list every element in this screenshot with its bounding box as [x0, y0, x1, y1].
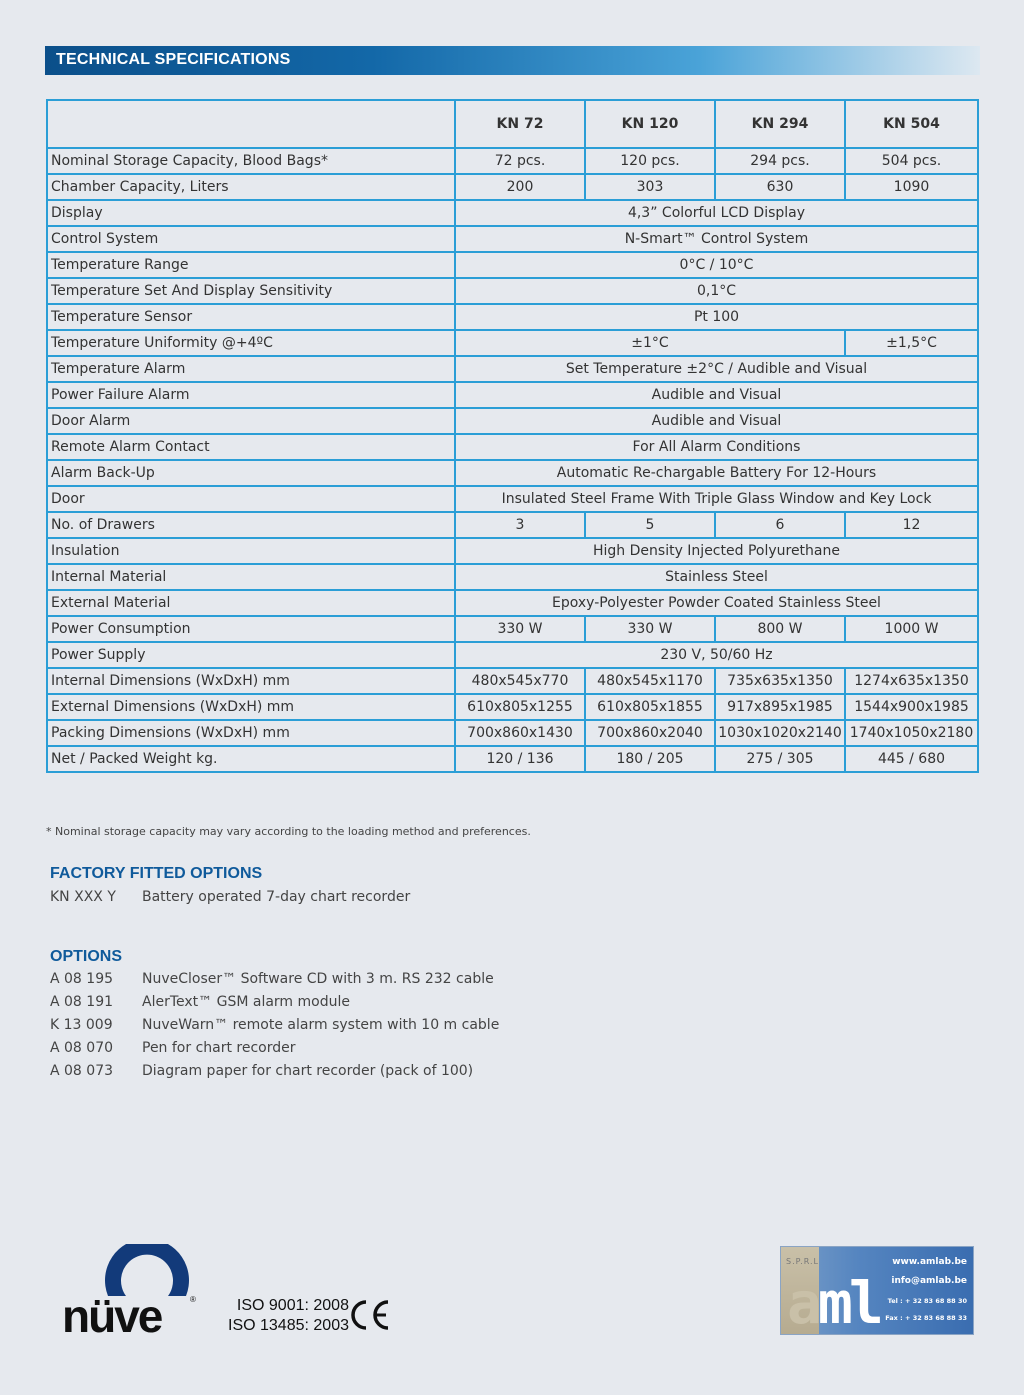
spec-value: Epoxy-Polyester Powder Coated Stainless Steel	[455, 590, 978, 616]
spec-label: Door Alarm	[47, 408, 455, 434]
spec-row	[47, 590, 978, 616]
spec-value: 480x545x1170	[585, 668, 715, 694]
spec-value: Pt 100	[455, 304, 978, 330]
spec-value: 610x805x1255	[455, 694, 585, 720]
spec-value: 230 V, 50/60 Hz	[455, 642, 978, 668]
spec-label: Power Consumption	[47, 616, 455, 642]
spec-row	[47, 564, 978, 590]
option-description: AlerText™ GSM alarm module	[142, 994, 350, 1010]
spec-value: 1544x900x1985	[845, 694, 978, 720]
spec-row	[47, 616, 978, 642]
spec-value: High Density Injected Polyurethane	[455, 538, 978, 564]
spec-value: 1090	[845, 174, 978, 200]
spec-row	[47, 174, 978, 200]
spec-row	[47, 642, 978, 668]
spec-row	[47, 694, 978, 720]
distributor-spr-label: S.P.R.L	[786, 1257, 820, 1266]
spec-value: For All Alarm Conditions	[455, 434, 978, 460]
spec-value: 72 pcs.	[455, 148, 585, 174]
spec-label: Display	[47, 200, 455, 226]
table-footnote: * Nominal storage capacity may vary according to the loading method and preferences.	[46, 825, 531, 838]
option-item	[50, 889, 410, 905]
spec-row	[47, 304, 978, 330]
spec-label: Temperature Set And Display Sensitivity	[47, 278, 455, 304]
spec-value: Insulated Steel Frame With Triple Glass Window and Key Lock	[455, 486, 978, 512]
spec-label: Power Supply	[47, 642, 455, 668]
distributor-fax: Fax : + 32 83 68 88 33	[885, 1314, 967, 1322]
spec-value: Audible and Visual	[455, 408, 978, 434]
spec-row	[47, 148, 978, 174]
option-description: NuveCloser™ Software CD with 3 m. RS 232 cable	[142, 971, 494, 987]
spec-value: 5	[585, 512, 715, 538]
spec-label: Alarm Back-Up	[47, 460, 455, 486]
spec-value: 1740x1050x2180	[845, 720, 978, 746]
spec-value: 700x860x1430	[455, 720, 585, 746]
spec-row	[47, 226, 978, 252]
spec-value: N-Smart™ Control System	[455, 226, 978, 252]
model-header-cell: KN 294	[715, 100, 845, 148]
spec-row	[47, 408, 978, 434]
spec-label: Net / Packed Weight kg.	[47, 746, 455, 772]
spec-value: ±1,5°C	[845, 330, 978, 356]
spec-value: 303	[585, 174, 715, 200]
spec-value: 0,1°C	[455, 278, 978, 304]
spec-value: 1000 W	[845, 616, 978, 642]
spec-value: 700x860x2040	[585, 720, 715, 746]
iso-certifications	[228, 1296, 349, 1336]
spec-label: External Material	[47, 590, 455, 616]
spec-row	[47, 460, 978, 486]
option-description: Diagram paper for chart recorder (pack of 100)	[142, 1063, 474, 1079]
spec-value: ±1°C	[455, 330, 845, 356]
spec-label: Power Failure Alarm	[47, 382, 455, 408]
spec-value: 120 pcs.	[585, 148, 715, 174]
spec-table	[46, 99, 979, 773]
spec-value: Set Temperature ±2°C / Audible and Visual	[455, 356, 978, 382]
option-item	[50, 994, 350, 1010]
spec-label: Temperature Range	[47, 252, 455, 278]
spec-label: Internal Dimensions (WxDxH) mm	[47, 668, 455, 694]
spec-label: Temperature Sensor	[47, 304, 455, 330]
spec-value: 800 W	[715, 616, 845, 642]
spec-value: 3	[455, 512, 585, 538]
spec-value: 330 W	[455, 616, 585, 642]
option-item	[50, 1040, 296, 1056]
section-title: TECHNICAL SPECIFICATIONS	[56, 51, 291, 68]
spec-row	[47, 486, 978, 512]
spec-value: 6	[715, 512, 845, 538]
option-item	[50, 971, 494, 987]
spec-value: 1030x1020x2140	[715, 720, 845, 746]
spec-value: Stainless Steel	[455, 564, 978, 590]
option-item	[50, 1063, 473, 1079]
spec-label: Remote Alarm Contact	[47, 434, 455, 460]
spec-row	[47, 278, 978, 304]
spec-label: Chamber Capacity, Liters	[47, 174, 455, 200]
spec-value: 120 / 136	[455, 746, 585, 772]
spec-value: 200	[455, 174, 585, 200]
spec-row	[47, 746, 978, 772]
spec-value: 0°C / 10°C	[455, 252, 978, 278]
option-description: Battery operated 7-day chart recorder	[142, 889, 411, 905]
spec-value: 294 pcs.	[715, 148, 845, 174]
spec-label: Temperature Alarm	[47, 356, 455, 382]
spec-label: Nominal Storage Capacity, Blood Bags*	[47, 148, 455, 174]
option-code: A 08 073	[50, 1063, 114, 1079]
model-header-cell: KN 504	[845, 100, 978, 148]
spec-value: 12	[845, 512, 978, 538]
nuve-logo	[62, 1244, 196, 1336]
spec-row	[47, 720, 978, 746]
spec-value: 480x545x770	[455, 668, 585, 694]
distributor-email[interactable]: info@amlab.be	[891, 1276, 967, 1286]
spec-value: 330 W	[585, 616, 715, 642]
option-code: A 08 195	[50, 971, 114, 987]
spec-value: 275 / 305	[715, 746, 845, 772]
spec-label: Temperature Uniformity @+4ºC	[47, 330, 455, 356]
table-header-row	[47, 100, 978, 148]
model-header-cell: KN 72	[455, 100, 585, 148]
spec-row	[47, 668, 978, 694]
distributor-badge	[780, 1246, 974, 1335]
option-code: KN XXX Y	[50, 889, 116, 905]
spec-row	[47, 356, 978, 382]
distributor-website[interactable]: www.amlab.be	[892, 1257, 967, 1267]
spec-row	[47, 538, 978, 564]
spec-row	[47, 200, 978, 226]
spec-value: 630	[715, 174, 845, 200]
spec-label: Insulation	[47, 538, 455, 564]
option-code: K 13 009	[50, 1017, 113, 1033]
spec-label: Packing Dimensions (WxDxH) mm	[47, 720, 455, 746]
spec-value: 917x895x1985	[715, 694, 845, 720]
options-title: OPTIONS	[50, 948, 123, 965]
spec-label: No. of Drawers	[47, 512, 455, 538]
option-item	[50, 1017, 499, 1033]
spec-row	[47, 434, 978, 460]
iso-9001-text: ISO 9001: 2008	[236, 1297, 349, 1314]
model-header-cell: KN 120	[585, 100, 715, 148]
option-description: NuveWarn™ remote alarm system with 10 m cable	[142, 1017, 500, 1033]
spec-row	[47, 252, 978, 278]
spec-label: Internal Material	[47, 564, 455, 590]
spec-row	[47, 382, 978, 408]
aml-logo: aml	[787, 1269, 880, 1335]
spec-value: Audible and Visual	[455, 382, 978, 408]
section-header-banner	[45, 46, 980, 75]
option-description: Pen for chart recorder	[142, 1040, 296, 1056]
spec-row	[47, 330, 978, 356]
header-corner-cell	[47, 100, 455, 148]
spec-label: External Dimensions (WxDxH) mm	[47, 694, 455, 720]
spec-value: 735x635x1350	[715, 668, 845, 694]
spec-value: 180 / 205	[585, 746, 715, 772]
spec-value: 610x805x1855	[585, 694, 715, 720]
distributor-tel: Tel : + 32 83 68 88 30	[887, 1297, 967, 1305]
option-code: A 08 191	[50, 994, 114, 1010]
spec-value: 4,3” Colorful LCD Display	[455, 200, 978, 226]
spec-value: Automatic Re-chargable Battery For 12-Hours	[455, 460, 978, 486]
svg-text:®: ®	[190, 1295, 196, 1304]
ce-mark-icon	[348, 1298, 392, 1332]
spec-value: 1274x635x1350	[845, 668, 978, 694]
spec-row	[47, 512, 978, 538]
iso-13485-text: ISO 13485: 2003	[228, 1317, 349, 1334]
spec-label: Control System	[47, 226, 455, 252]
option-code: A 08 070	[50, 1040, 114, 1056]
spec-label: Door	[47, 486, 455, 512]
factory-options-title: FACTORY FITTED OPTIONS	[50, 865, 263, 882]
svg-text:nüve: nüve	[62, 1290, 162, 1336]
spec-value: 445 / 680	[845, 746, 978, 772]
spec-value: 504 pcs.	[845, 148, 978, 174]
